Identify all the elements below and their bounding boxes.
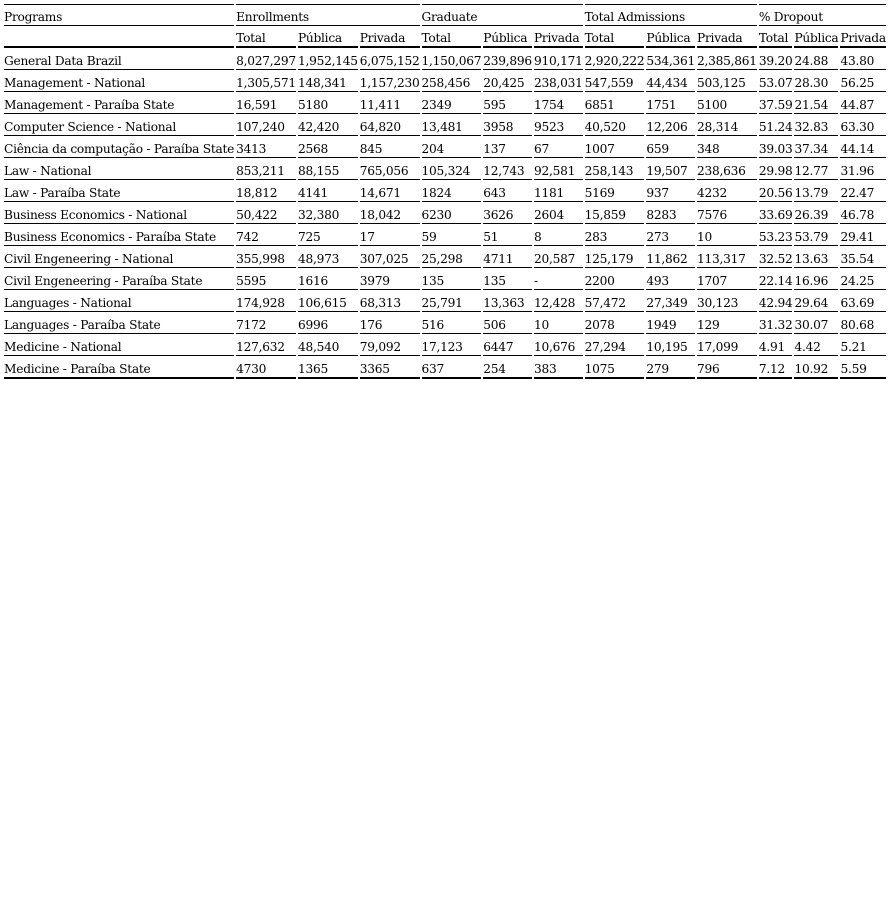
enrollments-publica-cell: 5180 [298,92,358,114]
graduate-publica-cell: 254 [483,356,532,379]
program-name-cell: Business Economics - Paraíba State [4,224,234,246]
graduate-publica-cell: 595 [483,92,532,114]
admissions-privada-cell: 30,123 [697,290,757,312]
program-name-cell: Business Economics - National [4,202,234,224]
table-row [4,268,886,290]
enrollments-total-cell: 4730 [236,356,296,379]
admissions-total-cell: 125,179 [585,246,645,268]
table-row [4,158,886,180]
dropout-total-cell: 31.32 [759,312,793,334]
table-row [4,290,886,312]
data-table-container [4,4,888,379]
admissions-total-cell: 2,920,222 [585,48,645,70]
enrollments-publica-cell: 1365 [298,356,358,379]
admissions-publica-cell: 8283 [646,202,695,224]
admissions-privada-header: Privada [697,26,757,48]
enrollments-privada-cell: 765,056 [360,158,420,180]
graduate-total-cell: 25,298 [422,246,482,268]
dropout-total-cell: 51.24 [759,114,793,136]
graduate-total-cell: 637 [422,356,482,379]
enrollments-privada-cell: 64,820 [360,114,420,136]
enrollments-total-cell: 7172 [236,312,296,334]
dropout-publica-cell: 26.39 [794,202,838,224]
graduate-publica-cell: 20,425 [483,70,532,92]
admissions-privada-cell: 796 [697,356,757,379]
admissions-privada-cell: 238,636 [697,158,757,180]
admissions-privada-cell: 348 [697,136,757,158]
graduate-total-cell: 516 [422,312,482,334]
graduate-total-cell: 135 [422,268,482,290]
dropout-total-cell: 4.91 [759,334,793,356]
graduate-total-cell: 258,456 [422,70,482,92]
graduate-total-cell: 6230 [422,202,482,224]
graduate-total-cell: 204 [422,136,482,158]
admissions-publica-cell: 659 [646,136,695,158]
program-name-cell: Law - National [4,158,234,180]
graduate-total-cell: 59 [422,224,482,246]
admissions-publica-cell: 279 [646,356,695,379]
admissions-privada-cell: 5100 [697,92,757,114]
dropout-privada-header: Privada [840,26,885,48]
table-row [4,114,886,136]
table-row [4,136,886,158]
admissions-publica-cell: 534,361 [646,48,695,70]
enrollments-total-cell: 742 [236,224,296,246]
enrollments-privada-cell: 176 [360,312,420,334]
admissions-publica-cell: 44,434 [646,70,695,92]
dropout-publica-cell: 4.42 [794,334,838,356]
dropout-publica-cell: 12.77 [794,158,838,180]
header-group-row [4,4,886,26]
dropout-total-cell: 22.14 [759,268,793,290]
admissions-total-cell: 547,559 [585,70,645,92]
enrollments-publica-cell: 48,973 [298,246,358,268]
table-row [4,180,886,202]
enrollments-privada-cell: 6,075,152 [360,48,420,70]
dropout-publica-cell: 13.79 [794,180,838,202]
graduate-privada-cell: 92,581 [534,158,583,180]
dropout-total-cell: 37.59 [759,92,793,114]
graduate-total-cell: 1824 [422,180,482,202]
enrollments-publica-cell: 148,341 [298,70,358,92]
dropout-publica-cell: 32.83 [794,114,838,136]
enrollments-publica-cell: 32,380 [298,202,358,224]
enrollments-privada-cell: 845 [360,136,420,158]
enrollments-publica-cell: 1,952,145 [298,48,358,70]
enrollments-publica-cell: 88,155 [298,158,358,180]
admissions-privada-cell: 129 [697,312,757,334]
graduate-publica-cell: 3626 [483,202,532,224]
dropout-publica-header: Pública [794,26,838,48]
graduate-total-cell: 2349 [422,92,482,114]
graduate-publica-cell: 137 [483,136,532,158]
dropout-privada-cell: 31.96 [840,158,885,180]
graduate-privada-cell: 9523 [534,114,583,136]
graduate-privada-cell: 12,428 [534,290,583,312]
enrollments-total-cell: 127,632 [236,334,296,356]
dropout-total-cell: 53.23 [759,224,793,246]
graduate-publica-cell: 135 [483,268,532,290]
admissions-total-cell: 258,143 [585,158,645,180]
dropout-privada-cell: 35.54 [840,246,885,268]
admissions-publica-cell: 12,206 [646,114,695,136]
enrollments-publica-header: Pública [298,26,358,48]
enrollments-publica-cell: 48,540 [298,334,358,356]
dropout-total-header: Total [759,26,793,48]
education-statistics-table [2,4,888,379]
admissions-total-cell: 1075 [585,356,645,379]
dropout-publica-cell: 29.64 [794,290,838,312]
enrollments-publica-cell: 42,420 [298,114,358,136]
enrollments-total-cell: 107,240 [236,114,296,136]
graduate-publica-cell: 239,896 [483,48,532,70]
graduate-privada-cell: 910,171 [534,48,583,70]
program-name-cell: Ciência da computação - Paraíba State [4,136,234,158]
enrollments-total-cell: 853,211 [236,158,296,180]
graduate-publica-cell: 3958 [483,114,532,136]
admissions-privada-cell: 7576 [697,202,757,224]
dropout-publica-cell: 37.34 [794,136,838,158]
admissions-total-header: Total [585,26,645,48]
enrollments-publica-cell: 4141 [298,180,358,202]
program-name-cell: Medicine - Paraíba State [4,356,234,379]
dropout-total-cell: 42.94 [759,290,793,312]
program-name-cell: Management - Paraíba State [4,92,234,114]
admissions-privada-cell: 113,317 [697,246,757,268]
enrollments-publica-cell: 1616 [298,268,358,290]
program-name-cell: Languages - National [4,290,234,312]
dropout-privada-cell: 63.30 [840,114,885,136]
dropout-publica-cell: 16.96 [794,268,838,290]
graduate-privada-cell: - [534,268,583,290]
dropout-total-cell: 20.56 [759,180,793,202]
graduate-privada-cell: 10 [534,312,583,334]
dropout-privada-cell: 44.87 [840,92,885,114]
admissions-privada-cell: 503,125 [697,70,757,92]
header-sub-row [4,26,886,48]
table-row [4,312,886,334]
admissions-publica-cell: 1751 [646,92,695,114]
dropout-total-cell: 33.69 [759,202,793,224]
graduate-privada-header: Privada [534,26,583,48]
admissions-privada-cell: 10 [697,224,757,246]
programs-header: Programs [4,4,234,26]
table-body [4,48,886,379]
enrollments-publica-cell: 725 [298,224,358,246]
graduate-privada-cell: 1181 [534,180,583,202]
dropout-publica-cell: 28.30 [794,70,838,92]
admissions-publica-cell: 27,349 [646,290,695,312]
graduate-privada-cell: 1754 [534,92,583,114]
graduate-publica-cell: 51 [483,224,532,246]
dropout-privada-cell: 44.14 [840,136,885,158]
dropout-publica-cell: 53.79 [794,224,838,246]
dropout-privada-cell: 63.69 [840,290,885,312]
graduate-total-header: Total [422,26,482,48]
admissions-publica-header: Pública [646,26,695,48]
total-admissions-header: Total Admissions [585,4,757,26]
admissions-publica-cell: 11,862 [646,246,695,268]
dropout-privada-cell: 43.80 [840,48,885,70]
program-name-cell: Civil Engeneering - National [4,246,234,268]
enrollments-privada-header: Privada [360,26,420,48]
program-name-cell: Management - National [4,70,234,92]
graduate-privada-cell: 383 [534,356,583,379]
admissions-privada-cell: 17,099 [697,334,757,356]
enrollments-privada-cell: 3979 [360,268,420,290]
table-row [4,334,886,356]
dropout-privada-cell: 5.59 [840,356,885,379]
admissions-total-cell: 5169 [585,180,645,202]
admissions-total-cell: 40,520 [585,114,645,136]
dropout-total-cell: 39.20 [759,48,793,70]
graduate-header: Graduate [422,4,583,26]
enrollments-header: Enrollments [236,4,419,26]
dropout-publica-cell: 30.07 [794,312,838,334]
enrollments-total-cell: 18,812 [236,180,296,202]
enrollments-publica-cell: 106,615 [298,290,358,312]
admissions-publica-cell: 10,195 [646,334,695,356]
table-row [4,48,886,70]
admissions-publica-cell: 493 [646,268,695,290]
admissions-total-cell: 283 [585,224,645,246]
enrollments-publica-cell: 2568 [298,136,358,158]
enrollments-total-cell: 174,928 [236,290,296,312]
graduate-privada-cell: 238,031 [534,70,583,92]
table-row [4,246,886,268]
admissions-publica-cell: 19,507 [646,158,695,180]
enrollments-privada-cell: 1,157,230 [360,70,420,92]
enrollments-privada-cell: 3365 [360,356,420,379]
table-row [4,92,886,114]
enrollments-privada-cell: 17 [360,224,420,246]
dropout-privada-cell: 5.21 [840,334,885,356]
graduate-publica-cell: 643 [483,180,532,202]
graduate-publica-cell: 4711 [483,246,532,268]
program-name-cell: Law - Paraíba State [4,180,234,202]
admissions-total-cell: 2078 [585,312,645,334]
program-name-cell: Computer Science - National [4,114,234,136]
program-name-cell: General Data Brazil [4,48,234,70]
admissions-privada-cell: 4232 [697,180,757,202]
dropout-total-cell: 29.98 [759,158,793,180]
graduate-total-cell: 25,791 [422,290,482,312]
enrollments-total-cell: 16,591 [236,92,296,114]
admissions-total-cell: 57,472 [585,290,645,312]
dropout-publica-cell: 13.63 [794,246,838,268]
graduate-publica-header: Pública [483,26,532,48]
table-row [4,202,886,224]
dropout-header: % Dropout [759,4,886,26]
graduate-privada-cell: 8 [534,224,583,246]
enrollments-privada-cell: 11,411 [360,92,420,114]
table-row [4,70,886,92]
enrollments-privada-cell: 307,025 [360,246,420,268]
admissions-total-cell: 6851 [585,92,645,114]
enrollments-privada-cell: 14,671 [360,180,420,202]
enrollments-total-cell: 8,027,297 [236,48,296,70]
program-name-cell: Medicine - National [4,334,234,356]
admissions-privada-cell: 2,385,861 [697,48,757,70]
graduate-publica-cell: 13,363 [483,290,532,312]
dropout-privada-cell: 24.25 [840,268,885,290]
admissions-publica-cell: 937 [646,180,695,202]
dropout-privada-cell: 80.68 [840,312,885,334]
dropout-privada-cell: 56.25 [840,70,885,92]
graduate-total-cell: 105,324 [422,158,482,180]
graduate-privada-cell: 20,587 [534,246,583,268]
dropout-total-cell: 7.12 [759,356,793,379]
dropout-publica-cell: 21.54 [794,92,838,114]
graduate-privada-cell: 67 [534,136,583,158]
dropout-total-cell: 32.52 [759,246,793,268]
graduate-publica-cell: 6447 [483,334,532,356]
graduate-total-cell: 17,123 [422,334,482,356]
dropout-privada-cell: 46.78 [840,202,885,224]
program-name-cell: Languages - Paraíba State [4,312,234,334]
graduate-publica-cell: 12,743 [483,158,532,180]
graduate-privada-cell: 10,676 [534,334,583,356]
enrollments-privada-cell: 79,092 [360,334,420,356]
dropout-privada-cell: 29.41 [840,224,885,246]
program-name-cell: Civil Engeneering - Paraíba State [4,268,234,290]
admissions-total-cell: 15,859 [585,202,645,224]
admissions-total-cell: 1007 [585,136,645,158]
admissions-publica-cell: 1949 [646,312,695,334]
dropout-publica-cell: 24.88 [794,48,838,70]
enrollments-total-cell: 1,305,571 [236,70,296,92]
enrollments-total-cell: 3413 [236,136,296,158]
graduate-privada-cell: 2604 [534,202,583,224]
graduate-total-cell: 13,481 [422,114,482,136]
graduate-publica-cell: 506 [483,312,532,334]
table-row [4,356,886,379]
enrollments-privada-cell: 68,313 [360,290,420,312]
enrollments-privada-cell: 18,042 [360,202,420,224]
enrollments-total-cell: 5595 [236,268,296,290]
dropout-privada-cell: 22.47 [840,180,885,202]
admissions-privada-cell: 28,314 [697,114,757,136]
programs-subheader-empty [4,26,234,48]
enrollments-total-cell: 50,422 [236,202,296,224]
enrollments-total-cell: 355,998 [236,246,296,268]
table-header [4,4,886,48]
dropout-total-cell: 53.07 [759,70,793,92]
graduate-total-cell: 1,150,067 [422,48,482,70]
admissions-total-cell: 2200 [585,268,645,290]
admissions-publica-cell: 273 [646,224,695,246]
admissions-privada-cell: 1707 [697,268,757,290]
enrollments-publica-cell: 6996 [298,312,358,334]
dropout-total-cell: 39.03 [759,136,793,158]
table-row [4,224,886,246]
enrollments-total-header: Total [236,26,296,48]
dropout-publica-cell: 10.92 [794,356,838,379]
admissions-total-cell: 27,294 [585,334,645,356]
